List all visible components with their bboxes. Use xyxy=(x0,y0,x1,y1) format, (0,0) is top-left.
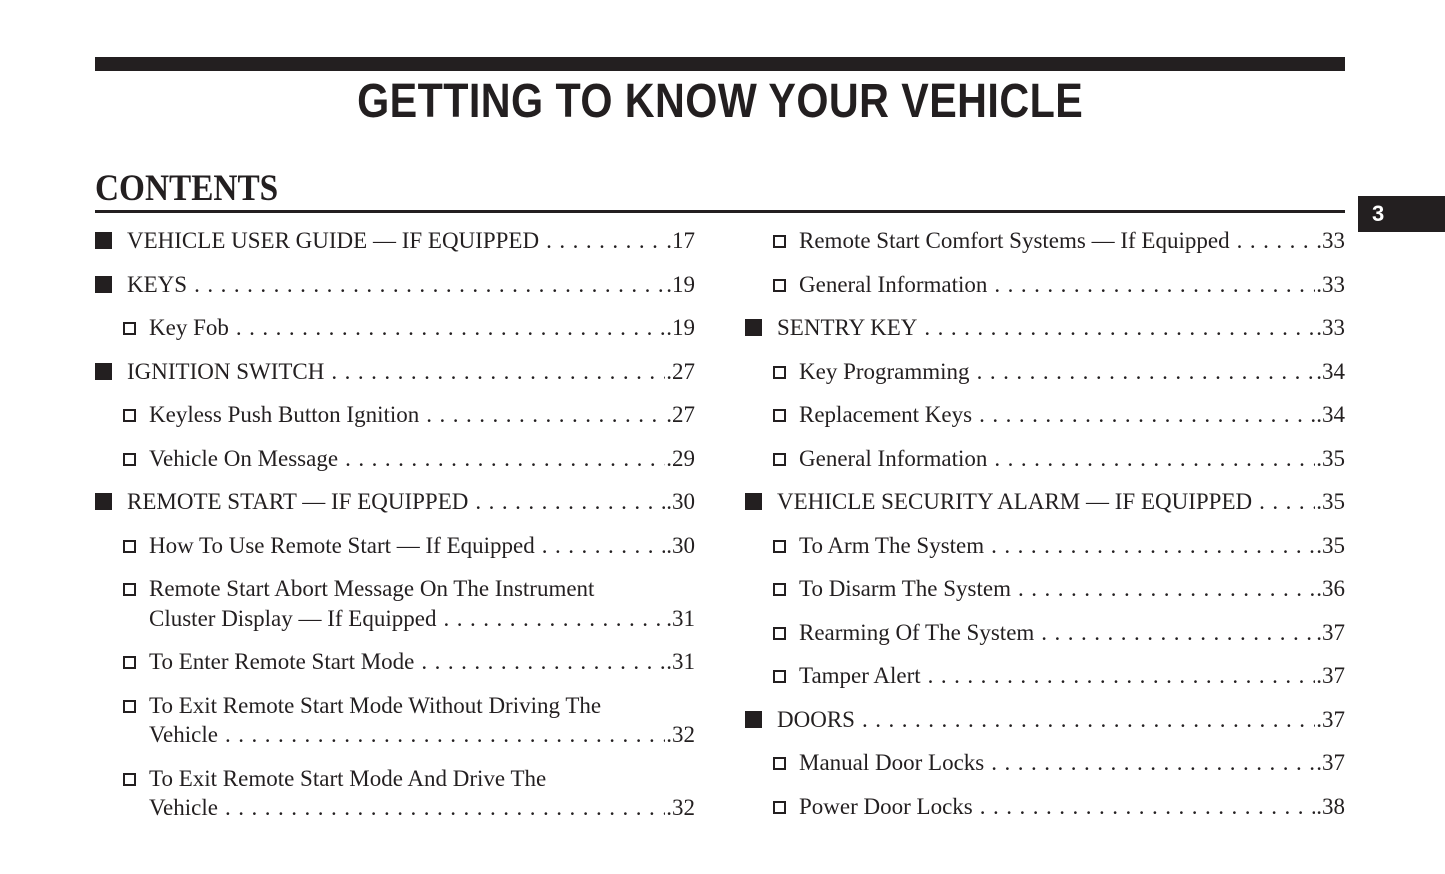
toc-entry-label: Vehicle On Message xyxy=(149,445,339,471)
toc-entry-label: Replacement Keys xyxy=(799,402,973,427)
toc-entry-label: IGNITION SWITCH xyxy=(127,358,325,384)
dot-leader xyxy=(1018,574,1315,604)
toc-entry-label: Tamper Alert xyxy=(799,663,921,688)
top-rule xyxy=(95,57,1345,71)
filled-square-bullet-icon xyxy=(745,711,762,728)
toc-entry-label: SENTRY KEY xyxy=(777,315,918,340)
toc-entry-label: To Disarm The System xyxy=(799,576,1011,601)
toc-sub-entry xyxy=(745,444,1345,474)
hollow-square-bullet-icon xyxy=(773,801,786,814)
toc-entry-label: REMOTE START — IF EQUIPPED xyxy=(127,489,469,514)
toc-sub-entry xyxy=(95,647,695,677)
toc xyxy=(95,226,1345,837)
toc-entry-label: Key Programming xyxy=(799,358,970,384)
toc-sub-entry xyxy=(95,764,695,823)
toc-page-number: . 27 xyxy=(666,357,695,387)
dot-leader xyxy=(994,270,1315,300)
toc-entry-label: VEHICLE SECURITY ALARM — IF EQUIPPED xyxy=(777,489,1253,514)
toc-entry-label: Keyless Push Button Ignition xyxy=(149,402,420,427)
page-tab-number: 3 xyxy=(1372,201,1385,226)
hollow-square-bullet-icon xyxy=(773,235,786,248)
dot-leader xyxy=(546,226,665,256)
toc-entry-label: Remote Start Abort Message On The Instrument xyxy=(149,576,595,601)
toc-page-number: . 30 xyxy=(666,487,695,517)
toc-page-number: . 37 xyxy=(1316,748,1345,778)
toc-sub-entry xyxy=(95,313,695,343)
hollow-square-bullet-icon xyxy=(123,453,136,466)
toc-section-entry xyxy=(95,487,695,517)
toc-sub-entry xyxy=(745,270,1345,300)
toc-page-number: . 37 xyxy=(1316,618,1345,648)
toc-page-number: . 35 xyxy=(1316,487,1345,517)
toc-entry-label: To Arm The System xyxy=(799,532,985,558)
toc-page-number: . 33 xyxy=(1316,270,1345,300)
toc-page-number: . 34 xyxy=(1316,400,1345,430)
hollow-square-bullet-icon xyxy=(773,540,786,553)
toc-sub-entry xyxy=(745,400,1345,430)
toc-sub-entry xyxy=(745,574,1345,604)
hollow-square-bullet-icon xyxy=(773,583,786,596)
toc-entry-label: To Enter Remote Start Mode xyxy=(149,649,415,674)
hollow-square-bullet-icon xyxy=(123,409,136,422)
hollow-square-bullet-icon xyxy=(123,583,136,596)
toc-sub-entry xyxy=(745,792,1345,822)
toc-entry-label-continued: Vehicle xyxy=(149,722,218,747)
dot-leader xyxy=(862,705,1315,735)
filled-square-bullet-icon xyxy=(95,363,112,380)
toc-section-entry xyxy=(95,226,695,256)
dot-leader xyxy=(928,661,1316,691)
hollow-square-bullet-icon xyxy=(773,366,786,379)
toc-page-number: . 17 xyxy=(666,226,695,256)
filled-square-bullet-icon xyxy=(745,493,762,510)
toc-entry-label: Remote Start Comfort Systems — If Equipped xyxy=(799,228,1230,253)
toc-entry-label: To Exit Remote Start Mode Without Driving The xyxy=(149,692,602,718)
toc-left-column xyxy=(95,226,695,837)
chapter-title-text: GETTING TO KNOW YOUR VEHICLE xyxy=(356,75,1084,128)
toc-sub-entry xyxy=(745,618,1345,648)
dot-leader xyxy=(475,487,665,517)
toc-page-number: . 36 xyxy=(1316,574,1345,604)
dot-leader xyxy=(421,647,665,677)
toc-sub-entry xyxy=(745,531,1345,561)
page-tab xyxy=(1358,196,1445,232)
dot-leader xyxy=(194,270,665,300)
chapter-title xyxy=(95,75,1345,128)
toc-sub-entry xyxy=(745,661,1345,691)
dot-leader xyxy=(1259,487,1315,517)
toc-entry-label: General Information xyxy=(799,445,988,471)
toc-page-number: . 31 xyxy=(666,604,695,634)
toc-sub-entry xyxy=(95,691,695,750)
toc-page-number: . 35 xyxy=(1316,531,1345,561)
toc-page-number: . 38 xyxy=(1316,792,1345,822)
hollow-square-bullet-icon xyxy=(123,322,136,335)
toc-entry-label: General Information xyxy=(799,271,988,297)
filled-square-bullet-icon xyxy=(95,232,112,249)
dot-leader xyxy=(443,604,665,634)
dot-leader xyxy=(426,400,665,430)
toc-page-number: . 34 xyxy=(1316,357,1345,387)
hollow-square-bullet-icon xyxy=(773,757,786,770)
toc-right-column xyxy=(745,226,1345,837)
hollow-square-bullet-icon xyxy=(773,279,786,292)
toc-page-number: . 32 xyxy=(666,793,695,823)
filled-square-bullet-icon xyxy=(745,319,762,336)
toc-page-number: . 19 xyxy=(666,270,695,300)
dot-leader xyxy=(225,720,665,750)
filled-square-bullet-icon xyxy=(95,276,112,293)
toc-sub-entry xyxy=(95,574,695,633)
hollow-square-bullet-icon xyxy=(123,700,136,713)
toc-entry-label-continued: Cluster Display — If Equipped xyxy=(149,605,437,631)
toc-entry-label: Power Door Locks xyxy=(799,793,973,819)
toc-entry-label: Manual Door Locks xyxy=(799,750,985,775)
toc-entry-label: KEYS xyxy=(127,271,188,297)
hollow-square-bullet-icon xyxy=(773,409,786,422)
toc-sub-entry xyxy=(95,400,695,430)
hollow-square-bullet-icon xyxy=(123,773,136,786)
filled-square-bullet-icon xyxy=(95,493,112,510)
toc-sub-entry xyxy=(745,748,1345,778)
contents-heading-text: CONTENTS xyxy=(95,168,279,209)
toc-entry-label: To Exit Remote Start Mode And Drive The xyxy=(149,765,547,791)
hollow-square-bullet-icon xyxy=(123,540,136,553)
toc-page-number: . 35 xyxy=(1316,444,1345,474)
toc-entry-label: Key Fob xyxy=(149,315,229,340)
toc-page-number: . 27 xyxy=(666,400,695,430)
dot-leader xyxy=(331,357,665,387)
dot-leader xyxy=(236,313,665,343)
toc-page-number: . 19 xyxy=(666,313,695,343)
dot-leader xyxy=(980,792,1316,822)
toc-entry-label: How To Use Remote Start — If Equipped xyxy=(149,532,535,558)
toc-sub-entry xyxy=(95,531,695,561)
toc-section-entry xyxy=(745,487,1345,517)
dot-leader xyxy=(345,444,665,474)
toc-page-number: . 37 xyxy=(1316,661,1345,691)
toc-entry-label: Rearming Of The System xyxy=(799,619,1035,645)
toc-entry-label: DOORS xyxy=(777,706,855,732)
toc-section-entry xyxy=(95,270,695,300)
dot-leader xyxy=(977,357,1316,387)
dot-leader xyxy=(1237,226,1316,256)
toc-sub-entry xyxy=(745,226,1345,256)
toc-section-entry xyxy=(95,357,695,387)
toc-page-number: . 32 xyxy=(666,720,695,750)
toc-page-number: . 33 xyxy=(1316,226,1345,256)
dot-leader xyxy=(924,313,1315,343)
toc-page-number: . 33 xyxy=(1316,313,1345,343)
toc-sub-entry xyxy=(95,444,695,474)
hollow-square-bullet-icon xyxy=(773,670,786,683)
toc-page-number: . 30 xyxy=(666,531,695,561)
dot-leader xyxy=(994,444,1315,474)
contents-heading xyxy=(95,170,299,207)
toc-section-entry xyxy=(745,313,1345,343)
dot-leader xyxy=(1041,618,1315,648)
toc-page-number: . 31 xyxy=(666,647,695,677)
dot-leader xyxy=(542,531,666,561)
toc-entry-label: VEHICLE USER GUIDE — IF EQUIPPED xyxy=(127,228,540,253)
toc-sub-entry xyxy=(745,357,1345,387)
dot-leader xyxy=(979,400,1315,430)
toc-entry-label-continued: Vehicle xyxy=(149,795,218,820)
hollow-square-bullet-icon xyxy=(773,453,786,466)
hollow-square-bullet-icon xyxy=(773,627,786,640)
dot-leader xyxy=(991,748,1315,778)
contents-rule xyxy=(95,210,1345,213)
toc-page-number: . 29 xyxy=(666,444,695,474)
dot-leader xyxy=(225,793,665,823)
dot-leader xyxy=(991,531,1315,561)
hollow-square-bullet-icon xyxy=(123,656,136,669)
toc-section-entry xyxy=(745,705,1345,735)
toc-page-number: . 37 xyxy=(1316,705,1345,735)
